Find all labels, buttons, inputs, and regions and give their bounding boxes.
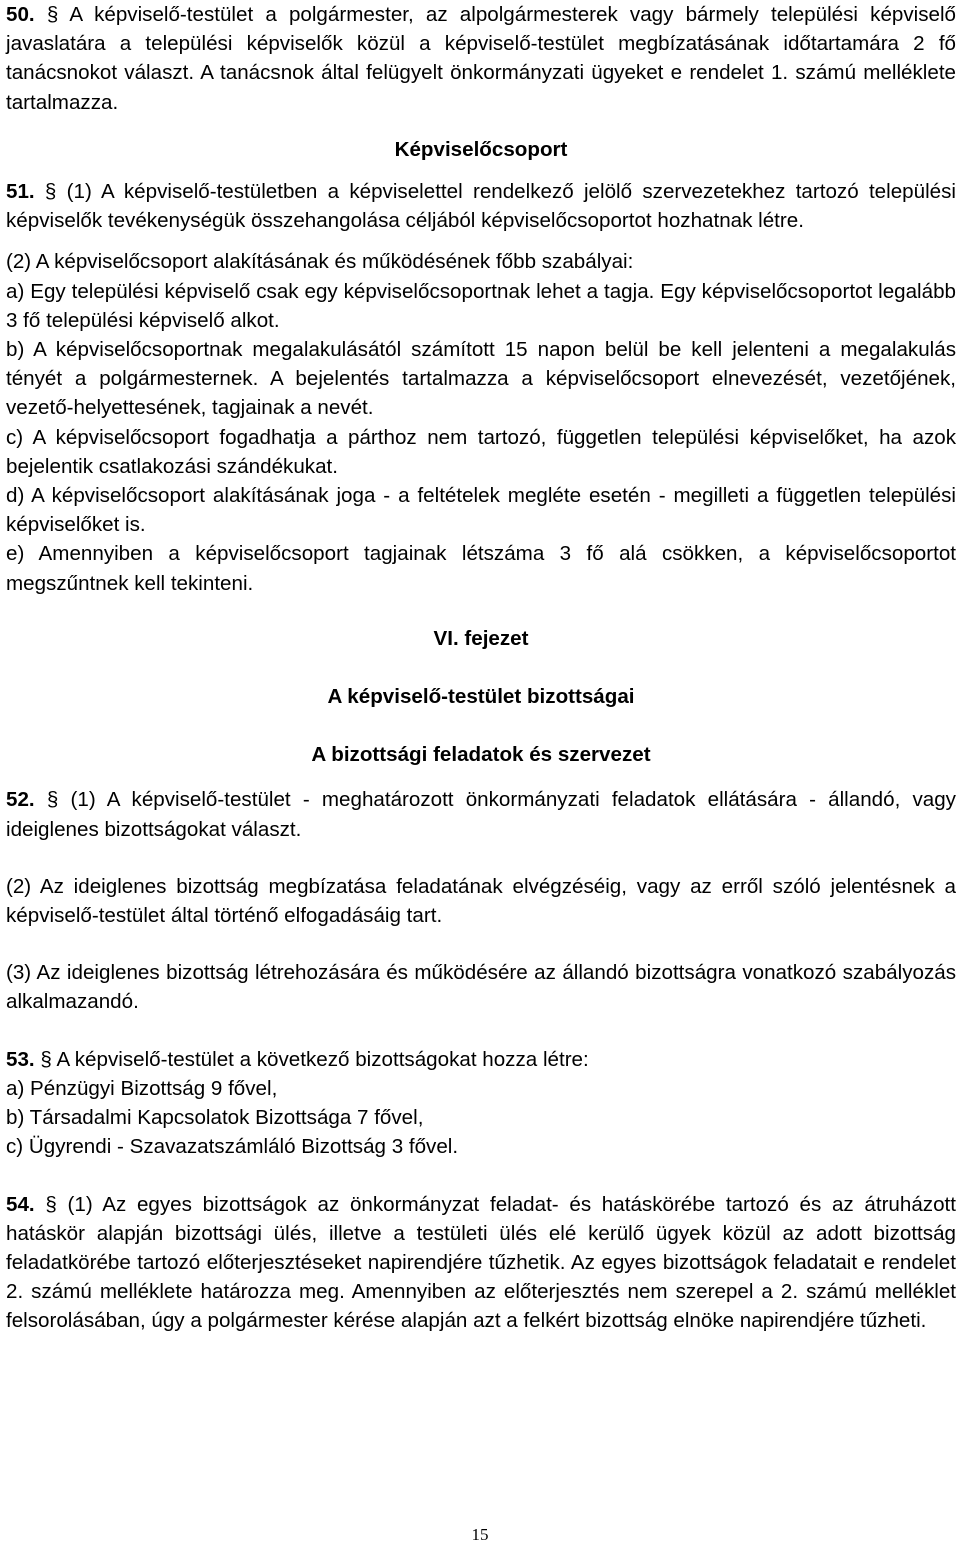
chapter-subtitle: A képviselő-testület bizottságai xyxy=(327,685,635,709)
section-text: A képviselő-testület a polgármester, az alpolgármesterek vagy bármely települési képviselő javaslatára a települési képviselők közül a képviselő-testület megbízatásának időtartamára 2 fő tanácsnokot választ. A tanácsnok által felügyelt önkormányzati ügyeket e rendelet 1. számú melléklete tartalmazza. xyxy=(6,3,956,114)
section-sign: § xyxy=(44,180,57,204)
paragraph-text: (1) Az egyes bizottságok az önkormányzat feladat- és hatáskörébe tartozó és az átruházott hatáskör alapján bizottsági ülés, illetve a testületi ülés elé kerülő ügyek közül az adott bizottság feladatkörébe tartozó előterjesztéseket napirendjére tűzhetik. Az egyes bizottságok feladatait e rendelet 2. számú melléklete határozza meg. Amennyiben az előterjesztés nem szerepel a 2. számú melléklet felsorolásában, úgy a polgármester kérése alapján azt a felkért bizottság elnöke napirendjére tűzheti. xyxy=(6,1192,956,1333)
section-number: 52. xyxy=(6,788,35,812)
paragraph-text: (1) A képviselő-testületben a képviselettel rendelkező jelölő szervezetekhez tartozó települési képviselők tevékenységük összehangolása céljából képviselőcsoportot hozhatnak létre. xyxy=(6,180,956,233)
section-number: 51. xyxy=(6,180,35,204)
section-number: 53. xyxy=(6,1047,35,1071)
list-item-b: b) A képviselőcsoportnak megalakulásától számított 15 napon belül be kell jelenteni a megalakulás tényét a polgármesternek. A bejelentés tartalmazza a képviselőcsoport elnevezését, vezetőjének, vezető-helyettesének, tagjainak a nevét. xyxy=(6,338,956,420)
section-54-paragraph-1 xyxy=(6,1190,956,1336)
list-item-e: e) Amennyiben a képviselőcsoport tagjainak létszáma 3 fő alá csökken, a képviselőcsoportot megszűntnek kell tekinteni. xyxy=(6,542,956,595)
section-heading: A bizottsági feladatok és szervezet xyxy=(311,743,651,767)
section-52-paragraph-2: (2) Az ideiglenes bizottság megbízatása feladatának elvégzéséig, vagy az erről szóló jelentésnek a képviselő-testület által történő elfogadásáig tart. xyxy=(6,874,956,928)
section-51-paragraph-2: (2) A képviselőcsoport alakításának és működésének főbb szabályai: xyxy=(6,250,634,274)
chapter-title: VI. fejezet xyxy=(433,626,529,650)
document-page xyxy=(6,0,956,1336)
paragraph-text: A képviselő-testület a következő bizottságokat hozza létre: xyxy=(56,1047,589,1071)
list-item-d: d) A képviselőcsoport alakításának joga - a feltételek megléte esetén - megilleti a független települési képviselőket is. xyxy=(6,484,956,537)
section-52-paragraph-1 xyxy=(6,785,956,843)
section-sign: § xyxy=(46,3,59,26)
section-sign: § xyxy=(46,788,59,812)
section-50 xyxy=(6,0,956,117)
section-52-paragraph-3: (3) Az ideiglenes bizottság létrehozására és működésére az állandó bizottságra vonatkozó szabályozás alkalmazandó. xyxy=(6,961,956,1014)
section-sign: § xyxy=(40,1047,52,1071)
section-51-paragraph-1 xyxy=(6,177,956,235)
page-number: 15 xyxy=(471,1525,489,1544)
committee-item-a: a) Pénzügyi Bizottság 9 fővel, xyxy=(6,1076,278,1100)
list-item-c: c) A képviselőcsoport fogadhatja a párthoz nem tartozó, független települési képviselőket, ha azok bejelentik csatlakozási szándékukat. xyxy=(6,425,956,478)
heading-kepviselocsoport: Képviselőcsoport xyxy=(394,137,568,161)
section-sign: § xyxy=(45,1192,57,1216)
committee-item-c: c) Ügyrendi - Szavazatszámláló Bizottság 3 fővel. xyxy=(6,1135,459,1159)
paragraph-text: (1) A képviselő-testület - meghatározott önkormányzati feladatok ellátására - állandó, vagy ideiglenes bizottságokat választ. xyxy=(6,788,956,841)
list-item-a: a) Egy települési képviselő csak egy képviselőcsoportnak lehet a tagja. Egy képviselőcsoportot legalább 3 fő települési képviselő alkot. xyxy=(6,279,956,332)
section-53-intro xyxy=(6,1045,956,1074)
committee-item-b: b) Társadalmi Kapcsolatok Bizottsága 7 fővel, xyxy=(6,1106,424,1130)
section-number: 54. xyxy=(6,1192,35,1216)
section-number: 50. xyxy=(6,3,35,26)
